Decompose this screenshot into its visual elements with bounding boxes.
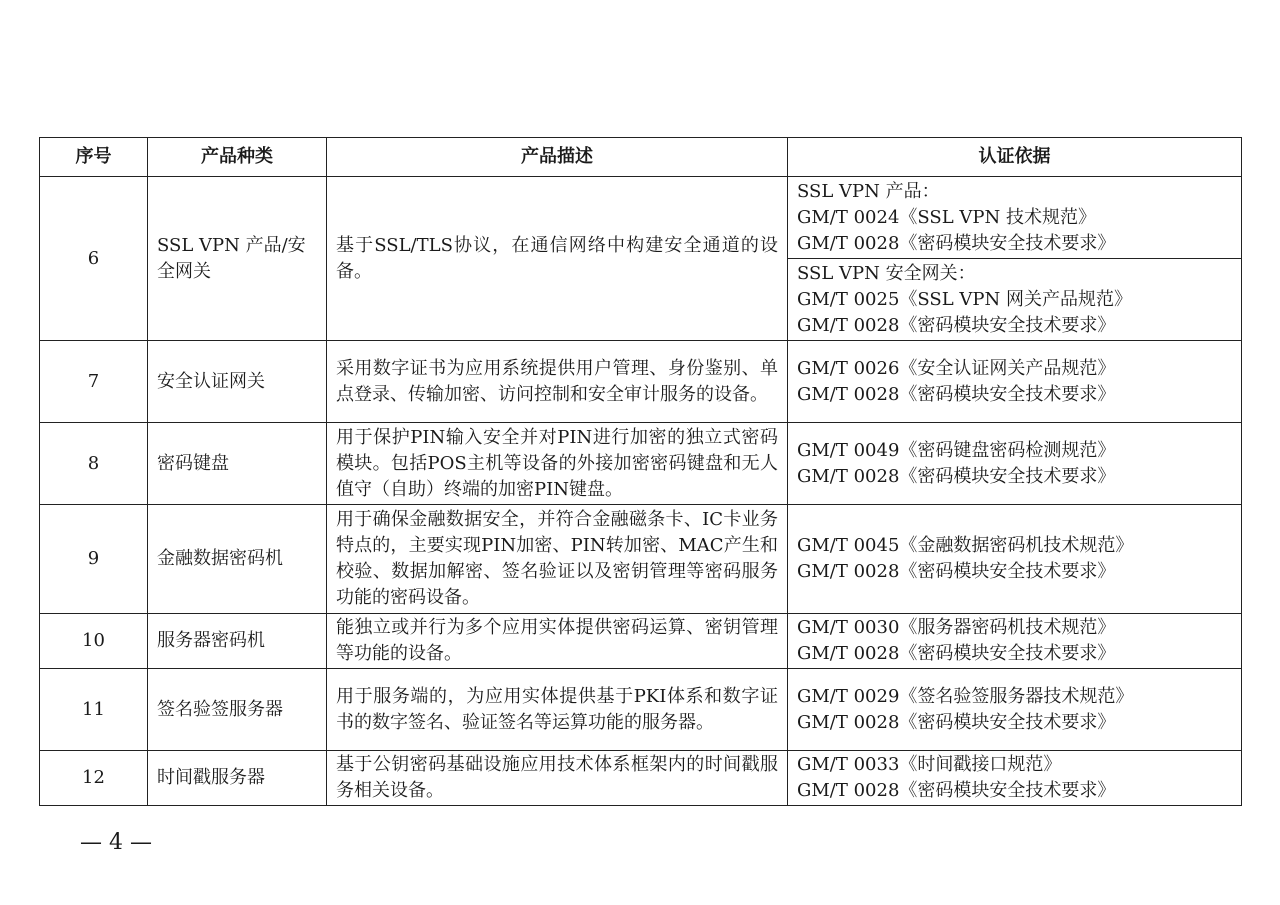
table-row	[40, 423, 1242, 505]
basis-line: GM/T 0025《SSL VPN 网关产品规范》	[797, 288, 1133, 310]
row-num: 11	[40, 669, 148, 751]
row-category: 服务器密码机	[148, 614, 327, 669]
table-row	[40, 177, 1242, 259]
row-basis	[788, 505, 1242, 614]
row-description: 用于服务端的，为应用实体提供基于PKI体系和数字证书的数字签名、验证签名等运算功能的服务器。	[327, 669, 788, 751]
basis-line: GM/T 0026《安全认证网关产品规范》	[797, 357, 1116, 379]
table-row	[40, 614, 1242, 669]
row-num: 10	[40, 614, 148, 669]
page-number: — 4 —	[80, 830, 152, 855]
row-basis	[788, 751, 1242, 806]
basis-line: GM/T 0028《密码模块安全技术要求》	[797, 232, 1116, 254]
table-row	[40, 341, 1242, 423]
basis-line: GM/T 0028《密码模块安全技术要求》	[797, 465, 1116, 487]
row-description: 基于公钥密码基础设施应用技术体系框架内的时间戳服务相关设备。	[327, 751, 788, 806]
row-basis	[788, 614, 1242, 669]
row-category: 安全认证网关	[148, 341, 327, 423]
row-description: 基于SSL/TLS协议，在通信网络中构建安全通道的设备。	[327, 177, 788, 341]
basis-line: GM/T 0028《密码模块安全技术要求》	[797, 314, 1116, 336]
row-category: 金融数据密码机	[148, 505, 327, 614]
row-category: 时间戳服务器	[148, 751, 327, 806]
header-basis: 认证依据	[788, 138, 1242, 177]
row-category: 密码键盘	[148, 423, 327, 505]
table-header-row	[40, 138, 1242, 177]
basis-line: GM/T 0045《金融数据密码机技术规范》	[797, 535, 1134, 556]
basis-line: GM/T 0028《密码模块安全技术要求》	[797, 643, 1116, 664]
row-num: 6	[40, 177, 148, 341]
basis-line: SSL VPN 安全网关：	[797, 262, 976, 284]
basis-line: GM/T 0028《密码模块安全技术要求》	[797, 383, 1116, 405]
basis-line: GM/T 0033《时间戳接口规范》	[797, 754, 1062, 775]
basis-line: GM/T 0029《签名验签服务器技术规范》	[797, 685, 1134, 707]
table-row	[40, 669, 1242, 751]
basis-line: GM/T 0028《密码模块安全技术要求》	[797, 780, 1116, 801]
row-num: 9	[40, 505, 148, 614]
basis-line: GM/T 0028《密码模块安全技术要求》	[797, 561, 1116, 582]
basis-line: GM/T 0028《密码模块安全技术要求》	[797, 711, 1116, 733]
header-description: 产品描述	[327, 138, 788, 177]
row-description: 能独立或并行为多个应用实体提供密码运算、密钥管理等功能的设备。	[327, 614, 788, 669]
row-basis-group	[788, 177, 1242, 259]
basis-line: GM/T 0049《密码键盘密码检测规范》	[797, 439, 1116, 461]
header-num: 序号	[40, 138, 148, 177]
basis-line: SSL VPN 产品：	[797, 180, 940, 202]
table-row	[40, 751, 1242, 806]
row-basis	[788, 669, 1242, 751]
row-basis	[788, 423, 1242, 505]
basis-line: GM/T 0024《SSL VPN 技术规范》	[797, 206, 1097, 228]
basis-line: GM/T 0030《服务器密码机技术规范》	[797, 617, 1116, 638]
row-basis	[788, 341, 1242, 423]
row-description: 采用数字证书为应用系统提供用户管理、身份鉴别、单点登录、传输加密、访问控制和安全审计服务的设备。	[327, 341, 788, 423]
row-category: SSL VPN 产品/安全网关	[148, 177, 327, 341]
row-description: 用于确保金融数据安全，并符合金融磁条卡、IC卡业务特点的，主要实现PIN加密、PIN转加密、MAC产生和校验、数据加解密、签名验证以及密钥管理等密码服务功能的密码设备。	[327, 505, 788, 614]
row-basis-group	[788, 259, 1242, 341]
table-row	[40, 505, 1242, 614]
row-num: 7	[40, 341, 148, 423]
row-description: 用于保护PIN输入安全并对PIN进行加密的独立式密码模块。包括POS主机等设备的外接加密密码键盘和无人值守（自助）终端的加密PIN键盘。	[327, 423, 788, 505]
header-category: 产品种类	[148, 138, 327, 177]
certification-table	[39, 137, 1242, 806]
row-num: 8	[40, 423, 148, 505]
row-category: 签名验签服务器	[148, 669, 327, 751]
row-num: 12	[40, 751, 148, 806]
